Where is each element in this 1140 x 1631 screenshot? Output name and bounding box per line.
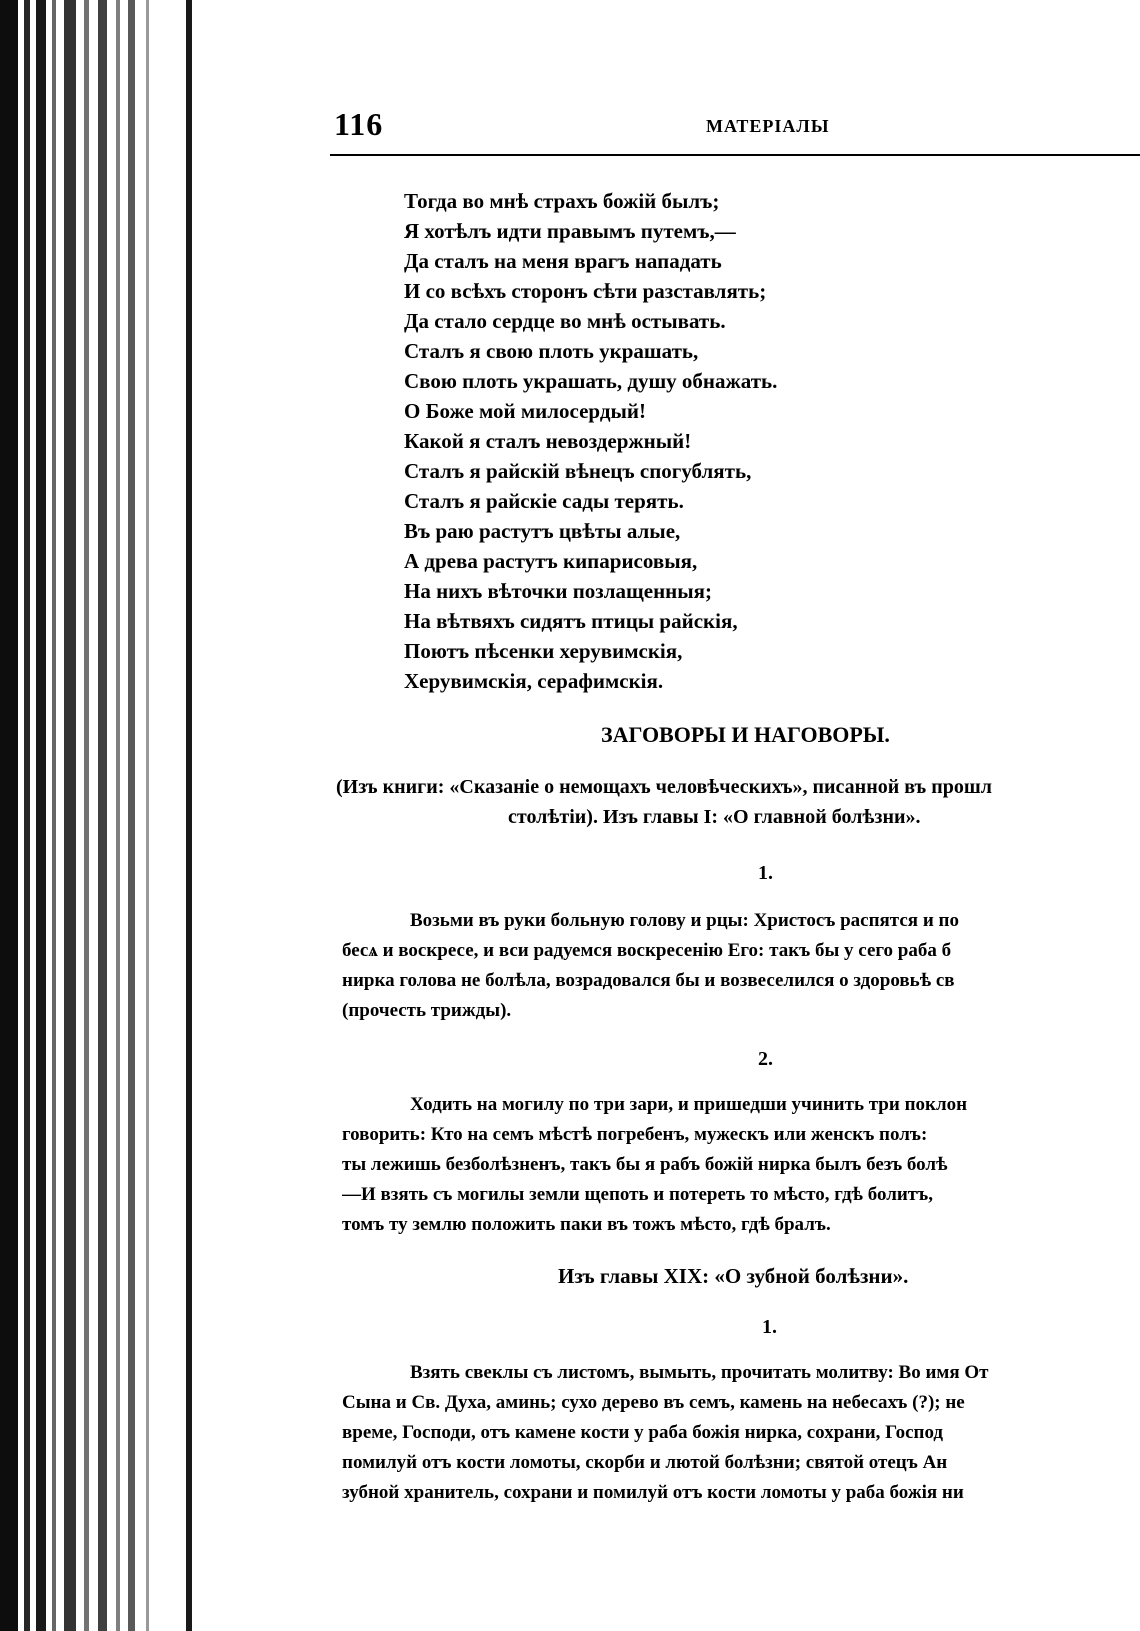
- paragraph-line: Возьми въ руки больную голову и рцы: Христосъ распятся и по: [410, 910, 959, 931]
- poem-line: На вѣтвяхъ сидятъ птицы райскія,: [404, 609, 738, 633]
- page-number: 116: [334, 106, 384, 142]
- page-header: [334, 106, 1140, 146]
- paragraph: [342, 1358, 1140, 1508]
- header-rule: [330, 154, 1140, 156]
- item-number: 1.: [762, 1316, 777, 1338]
- running-head: МАТЕРІАЛЫ: [706, 116, 830, 136]
- poem: [404, 186, 777, 696]
- item-number: 1.: [758, 862, 773, 884]
- paragraph-line: нирка голова не болѣла, возрадовался бы и возвеселился о здоровьѣ св: [342, 970, 955, 991]
- source-note: [336, 772, 1140, 832]
- poem-line: Свою плоть украшать, душу обнажать.: [404, 369, 778, 393]
- poem-line: Да сталъ на меня врагъ нападать: [404, 249, 722, 273]
- section-title: ЗАГОВОРЫ И НАГОВОРЫ.: [601, 722, 890, 747]
- chapter-heading: Изъ главы XIX: «О зубной болѣзни».: [558, 1264, 909, 1288]
- poem-line: Сталъ я свою плоть украшать,: [404, 339, 699, 363]
- paragraph-line: томъ ту землю положить паки въ тожъ мѣсто, гдѣ бралъ.: [342, 1214, 831, 1235]
- paragraph-line: Взять свеклы съ листомъ, вымыть, прочитать молитву: Во имя От: [410, 1362, 989, 1383]
- paragraph-line: зубной хранитель, сохрани и помилуй отъ кости ломоты у раба божія ни: [342, 1482, 964, 1503]
- poem-line: На нихъ вѣточки позлащенныя;: [404, 579, 713, 603]
- poem-line: А древа растутъ кипарисовыя,: [404, 549, 698, 573]
- poem-line: Сталъ я райскій вѣнецъ спогублять,: [404, 459, 752, 483]
- poem-line: И со всѣхъ сторонъ сѣти разставлять;: [404, 279, 767, 303]
- poem-line: Херувимскія, серафимскія.: [404, 669, 664, 693]
- item-number: 2.: [758, 1048, 773, 1070]
- paragraph-line: ты лежишь безболѣзненъ, такъ бы я рабъ божій нирка былъ безъ болѣ: [342, 1154, 948, 1175]
- paragraph: [342, 1090, 1140, 1240]
- poem-line: Тогда во мнѣ страхъ божій былъ;: [404, 189, 720, 213]
- poem-line: О Боже мой милосердый!: [404, 399, 646, 423]
- poem-line: Да стало сердце во мнѣ остывать.: [404, 309, 726, 333]
- paragraph: [342, 906, 1140, 1026]
- poem-line: Въ раю растутъ цвѣты алые,: [404, 519, 681, 543]
- source-line: столѣтіи). Изъ главы I: «О главной болѣзни».: [508, 806, 921, 828]
- source-line: (Изъ книги: «Сказаніе о немощахъ человѣческихъ», писанной въ прошл: [336, 776, 992, 798]
- paragraph-line: Ходить на могилу по три зари, и пришедши учинить три поклон: [410, 1094, 968, 1115]
- poem-line: Сталъ я райскіе сады терять.: [404, 489, 684, 513]
- paragraph-line: Сына и Св. Духа, аминь; сухо дерево въ семъ, камень на небесахъ (?); не: [342, 1392, 965, 1413]
- paragraph-line: (прочесть трижды).: [342, 1000, 512, 1021]
- paragraph-line: помилуй отъ кости ломоты, скорби и лютой болѣзни; святой отецъ Ан: [342, 1452, 948, 1473]
- paragraph-line: бесѧ и воскресе, и вси радуемся воскресенію Его: такъ бы у сего раба б: [342, 940, 952, 961]
- poem-line: Поютъ пѣсенки херувимскія,: [404, 639, 683, 663]
- paragraph-line: време, Господи, отъ камене кости у раба божія нирка, сохрани, Господ: [342, 1422, 944, 1443]
- paragraph-line: —И взять съ могилы земли щепоть и потереть то мѣсто, гдѣ болитъ,: [342, 1184, 933, 1205]
- paragraph-line: говорить: Кто на семъ мѣстѣ погребенъ, мужескъ или женскъ полъ:: [342, 1124, 928, 1145]
- poem-line: Я хотѣлъ идти правымъ путемъ,—: [404, 219, 736, 243]
- poem-line: Какой я сталъ невоздержный!: [404, 429, 692, 453]
